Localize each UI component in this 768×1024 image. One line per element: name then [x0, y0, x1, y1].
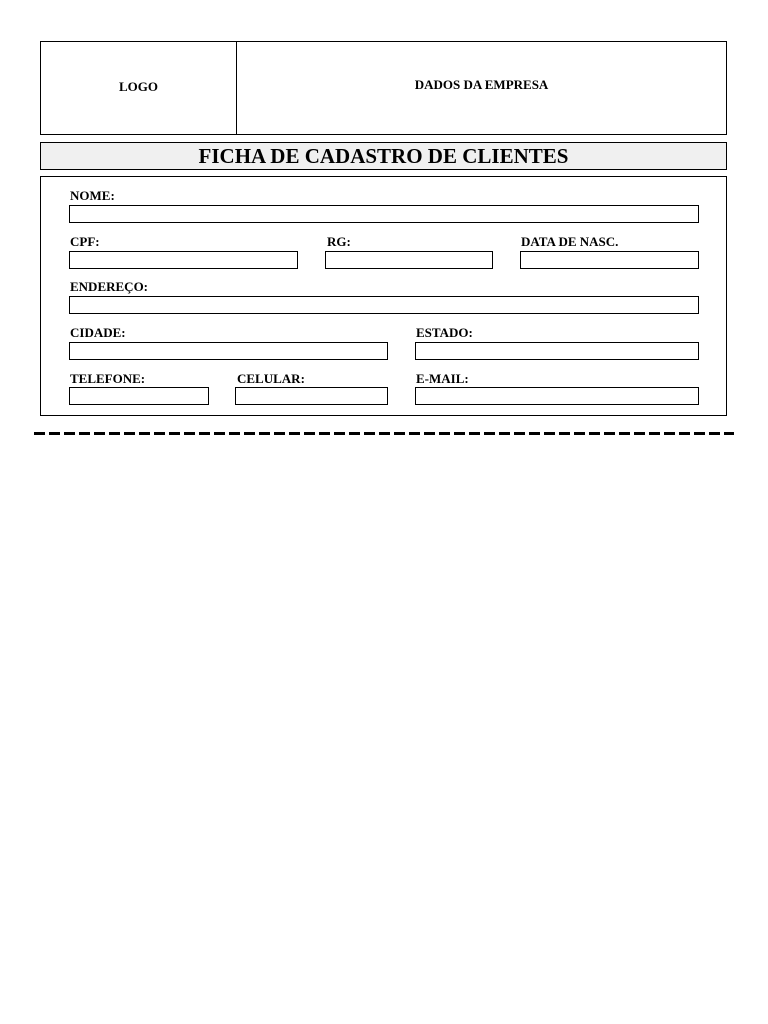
cut-line-divider	[34, 432, 734, 435]
company-data-placeholder: DADOS DA EMPRESA	[414, 77, 549, 92]
cpf-label: CPF:	[70, 234, 100, 249]
nome-field[interactable]	[69, 205, 699, 223]
rg-label: RG:	[327, 234, 351, 249]
cpf-field[interactable]	[69, 251, 298, 269]
data-nasc-field[interactable]	[520, 251, 699, 269]
telefone-label: TELEFONE:	[70, 371, 146, 386]
cidade-field[interactable]	[69, 342, 388, 360]
email-label: E-MAIL:	[416, 371, 469, 386]
rg-field[interactable]	[325, 251, 493, 269]
logo-placeholder: LOGO	[118, 79, 158, 94]
form-title-bar	[40, 142, 727, 170]
email-field[interactable]	[415, 387, 699, 405]
nome-label: NOME:	[70, 188, 115, 203]
form-title: FICHA DE CADASTRO DE CLIENTES	[198, 144, 569, 168]
client-form	[40, 176, 727, 416]
celular-field[interactable]	[235, 387, 388, 405]
cidade-label: CIDADE:	[70, 325, 126, 340]
celular-label: CELULAR:	[237, 371, 305, 386]
endereco-field[interactable]	[69, 296, 699, 314]
estado-field[interactable]	[415, 342, 699, 360]
estado-label: ESTADO:	[416, 325, 473, 340]
telefone-field[interactable]	[69, 387, 209, 405]
endereco-label: ENDEREÇO:	[70, 279, 149, 294]
data-nasc-label: DATA DE NASC.	[521, 234, 619, 249]
header-box	[40, 41, 727, 135]
